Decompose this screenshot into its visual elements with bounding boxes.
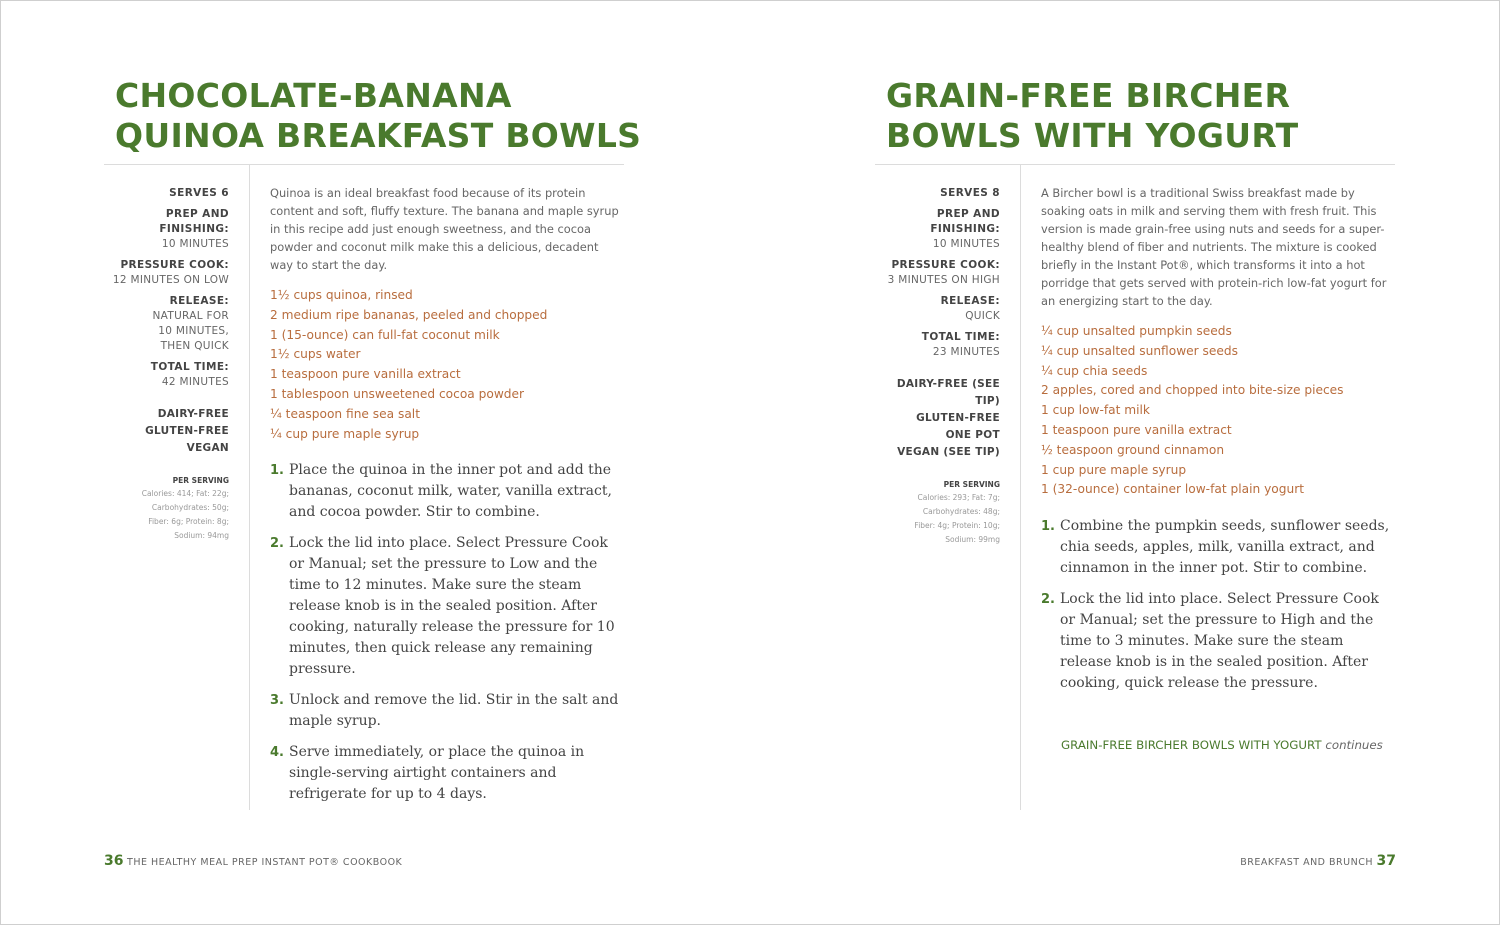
ingredient-item: 1 (32-ounce) container low-fat plain yogurt [1041,482,1304,497]
step-item [270,460,620,523]
left-page-number: 36 [104,853,124,869]
step-number: 3. [270,693,284,709]
right-pressure-label: PRESSURE COOK: [891,259,1000,271]
right-diet-tags [870,376,1000,461]
left-title-line-1: CHOCOLATE-BANANA [115,76,512,115]
left-column-divider [249,165,250,810]
right-total-value: 23 MINUTES [932,346,1000,358]
left-diet-tags [99,406,229,457]
ingredient-item: 2 apples, cored and chopped into bite-size pieces [1041,383,1344,398]
left-recipe-title [115,76,641,156]
right-release-value: QUICK [965,310,1000,322]
ingredient-item: 1 tablespoon unsweetened cocoa powder [270,386,525,401]
left-footer [104,851,402,873]
left-nutrition-line: Calories: 414; Fat: 22g; [141,489,229,498]
right-page-number: 37 [1376,853,1396,869]
step-item [1041,516,1391,579]
left-ingredients-list [270,286,620,444]
ingredient-item: 1½ cups water [270,347,361,362]
right-nutrition-line: Fiber: 4g; Protein: 10g; [914,521,1000,530]
right-prep-value: 10 MINUTES [932,238,1000,250]
left-total-value: 42 MINUTES [161,376,229,388]
left-release-value-2: 10 MINUTES, [158,325,229,337]
step-number: 2. [1041,592,1055,608]
step-text: Lock the lid into place. Select Pressure Cook or Manual; set the pressure to High and the time to 3 minutes. Make sure the steam release knob is in the sealed position. After cooking, quick release the pressure. [1060,591,1379,692]
continues-word: continues [1325,738,1383,752]
left-nutrition-line: Carbohydrates: 50g; [151,503,229,512]
right-tag: GLUTEN-FREE [916,412,1000,424]
right-recipe-body [1041,184,1391,704]
step-item [1041,589,1391,694]
right-prep-label: PREP AND FINISHING: [930,208,1000,235]
step-item [270,690,620,732]
left-prep-value: 10 MINUTES [161,238,229,250]
left-running-title: THE HEALTHY MEAL PREP INSTANT POT® COOKBOOK [127,857,403,868]
ingredient-item: 1 cup pure maple syrup [1041,462,1187,477]
right-ingredients-list [1041,322,1391,500]
step-text: Serve immediately, or place the quinoa in single-serving airtight containers and refrigerate for up to 4 days. [289,744,585,803]
ingredient-item: ¼ cup unsalted sunflower seeds [1041,343,1238,358]
right-title-line-1: GRAIN-FREE BIRCHER [886,76,1291,115]
ingredient-item: ¼ cup chia seeds [1041,363,1148,378]
right-release-label: RELEASE: [940,295,1000,307]
right-nutrition-title: PER SERVING [943,480,1000,489]
right-column-divider [1020,165,1021,810]
right-nutrition [870,479,1000,547]
left-intro: Quinoa is an ideal breakfast food because of its protein content and soft, fluffy texture. The banana and maple syrup in this recipe add just enough sweetness, and the cocoa powder and coconut milk make this a delicious, decadent way to start the day. [270,186,619,272]
left-recipe-meta [99,186,229,543]
left-nutrition-line: Fiber: 6g; Protein: 8g; [148,517,229,526]
right-tag: ONE POT [945,429,1000,441]
ingredient-item: 1 cup low-fat milk [1041,403,1150,418]
left-nutrition-line: Sodium: 94mg [174,531,229,540]
step-item [270,742,620,805]
right-tag: VEGAN (SEE TIP) [897,446,1000,458]
right-running-title: BREAKFAST AND BRUNCH [1240,857,1373,868]
ingredient-item: 1 teaspoon pure vanilla extract [1041,422,1232,437]
left-release-label: RELEASE: [169,295,229,307]
step-text: Lock the lid into place. Select Pressure Cook or Manual; set the pressure to Low and the time to 12 minutes. Make sure the steam release knob is in the sealed position. After cooking, naturally release the pressure for 10 minutes, then quick release any remaining pressure. [289,535,615,678]
ingredient-item: 1½ cups quinoa, rinsed [270,288,413,302]
left-release-value-3: THEN QUICK [160,340,229,352]
right-serves: SERVES 8 [940,187,1000,199]
left-nutrition [99,475,229,543]
right-nutrition-line: Carbohydrates: 48g; [922,507,1000,516]
ingredient-item: ¼ cup unsalted pumpkin seeds [1041,324,1232,338]
ingredient-item: 1 teaspoon pure vanilla extract [270,367,461,382]
left-release-value-1: NATURAL FOR [152,310,229,322]
left-title-line-2: QUINOA BREAKFAST BOWLS [115,116,642,155]
left-recipe-body [270,184,620,815]
step-text: Place the quinoa in the inner pot and add the bananas, coconut milk, water, vanilla extract, and cocoa powder. Stir to combine. [289,462,612,521]
step-number: 4. [270,745,284,761]
right-title-line-2: BOWLS WITH YOGURT [886,116,1299,155]
right-footer [1240,851,1396,873]
ingredient-item: 2 medium ripe bananas, peeled and chopped [270,307,548,322]
left-pressure-label: PRESSURE COOK: [120,259,229,271]
step-item [270,533,620,680]
left-prep-label: PREP AND FINISHING: [159,208,229,235]
right-recipe-meta [870,186,1000,547]
step-number: 2. [270,536,284,552]
right-title-divider [875,164,1395,165]
right-steps-list [1041,516,1391,694]
continues-recipe-title: GRAIN-FREE BIRCHER BOWLS WITH YOGURT [1061,738,1322,752]
ingredient-item: 1 (15-ounce) can full-fat coconut milk [270,327,500,342]
ingredient-item: ¼ cup pure maple syrup [270,426,420,441]
right-nutrition-line: Sodium: 99mg [945,535,1000,544]
left-tag: DAIRY-FREE [157,408,229,420]
ingredient-item: ½ teaspoon ground cinnamon [1041,442,1225,457]
ingredient-item: ¼ teaspoon fine sea salt [270,406,420,421]
left-title-divider [104,164,624,165]
right-total-label: TOTAL TIME: [921,331,1000,343]
right-intro: A Bircher bowl is a traditional Swiss breakfast made by soaking oats in milk and serving them with fresh fruit. This version is made grain-free using nuts and seeds for a super-healthy blend of fiber and nutrients. The mixture is cooked briefly in the Instant Pot®, which transforms it into a hot porridge that gets served with protein-rich low-fat yogurt for an energizing start to the day. [1041,186,1387,308]
continues-note [1061,737,1383,753]
left-total-label: TOTAL TIME: [150,361,229,373]
left-tag: GLUTEN-FREE [145,425,229,437]
step-text: Unlock and remove the lid. Stir in the salt and maple syrup. [289,692,619,730]
right-recipe-title [886,76,1298,156]
left-pressure-value: 12 MINUTES ON LOW [112,274,229,286]
left-nutrition-title: PER SERVING [172,476,229,485]
right-tag: DAIRY-FREE (SEE TIP) [896,378,1000,407]
left-tag: VEGAN [186,442,229,454]
right-pressure-value: 3 MINUTES ON HIGH [887,274,1000,286]
right-nutrition-line: Calories: 293; Fat: 7g; [917,493,1000,502]
step-number: 1. [1041,519,1055,535]
left-serves: SERVES 6 [169,187,229,199]
left-steps-list [270,460,620,805]
step-number: 1. [270,463,284,479]
step-text: Combine the pumpkin seeds, sunflower seeds, chia seeds, apples, milk, vanilla extract, and cinnamon in the inner pot. Stir to combine. [1060,518,1390,577]
